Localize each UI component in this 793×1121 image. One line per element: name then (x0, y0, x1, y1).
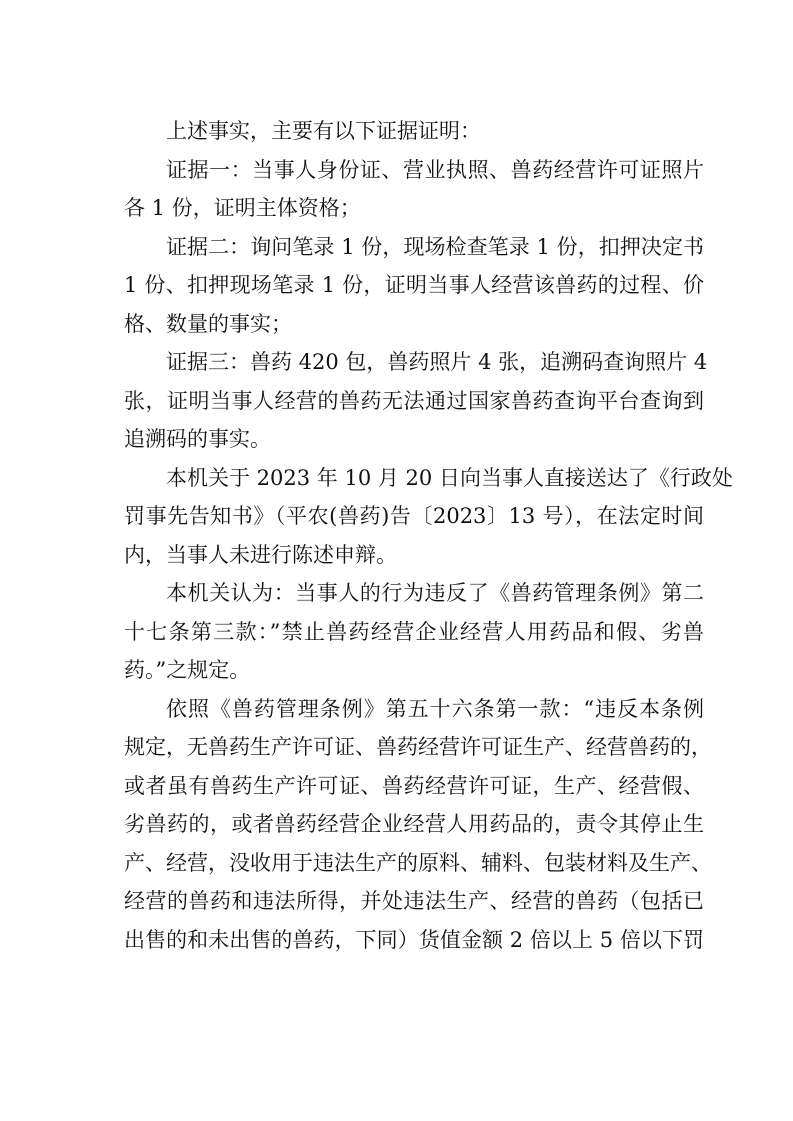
paragraph-line: 劣兽药的，或者兽药经营企业经营人用药品的，责令其停止生 (124, 812, 704, 836)
paragraph-evidence-two (124, 228, 704, 344)
paragraph-line: 经营的兽药和违法所得，并处违法生产、经营的兽药（包括已 (124, 889, 704, 913)
paragraph-line: 证据二：询问笔录 1 份，现场检查笔录 1 份，扣押决定书 (166, 234, 704, 259)
paragraph-line: 格、数量的事实； (124, 311, 292, 336)
paragraph-line: 产、经营，没收用于违法生产的原料、辅料、包装材料及生产、 (124, 850, 712, 875)
paragraph-line: 证据三：兽药 420 包，兽药照片 4 张，追溯码查询照片 4 (166, 350, 708, 374)
paragraph-line: 1 份、扣押现场笔录 1 份，证明当事人经营该兽药的过程、价 (124, 273, 704, 297)
paragraph-line: 出售的和未出售的兽药，下同）货值金额 2 倍以上 5 倍以下罚 (124, 927, 704, 952)
paragraph-line: 或者虽有兽药生产许可证、兽药经营许可证，生产、经营假、 (124, 773, 704, 798)
paragraph-line: 张，证明当事人经营的兽药无法通过国家兽药查询平台查询到 (124, 388, 704, 413)
paragraph-line: 药。”之规定。 (124, 658, 251, 682)
paragraph-line: 各 1 份，证明主体资格； (124, 196, 361, 220)
paragraph-evidence-one (124, 151, 704, 228)
paragraph-line: 追溯码的事实。 (124, 427, 271, 451)
paragraph-line: 罚事先告知书》（平农(兽药)告〔2023〕13 号），在法定时间 (124, 504, 704, 528)
paragraph-legal-basis (124, 690, 712, 960)
paragraph-line: 本机关于 2023 年 10 月 20 日向当事人直接送达了《行政处 (166, 465, 733, 490)
paragraph-evidence-three (124, 343, 708, 459)
paragraph-line: 规定，无兽药生产许可证、兽药经营许可证生产、经营兽药的， (124, 735, 712, 759)
document-body (124, 112, 733, 959)
paragraph-line: 本机关认为：当事人的行为违反了《兽药管理条例》第二 (166, 581, 704, 605)
paragraph-line: 十七条第三款：”禁止兽药经营企业经营人用药品和假、劣兽 (124, 619, 704, 644)
paragraph-line: 证据一：当事人身份证、营业执照、兽药经营许可证照片 (166, 157, 704, 182)
paragraph-notice-delivery (124, 459, 733, 575)
paragraph-line: 依照《兽药管理条例》第五十六条第一款：“违反本条例 (166, 696, 704, 721)
paragraph-violation-finding (124, 574, 704, 690)
paragraph-line: 内，当事人未进行陈述申辩。 (124, 542, 397, 567)
paragraph-line: 上述事实，主要有以下证据证明： (166, 119, 481, 143)
paragraph-evidence-intro (124, 112, 704, 151)
